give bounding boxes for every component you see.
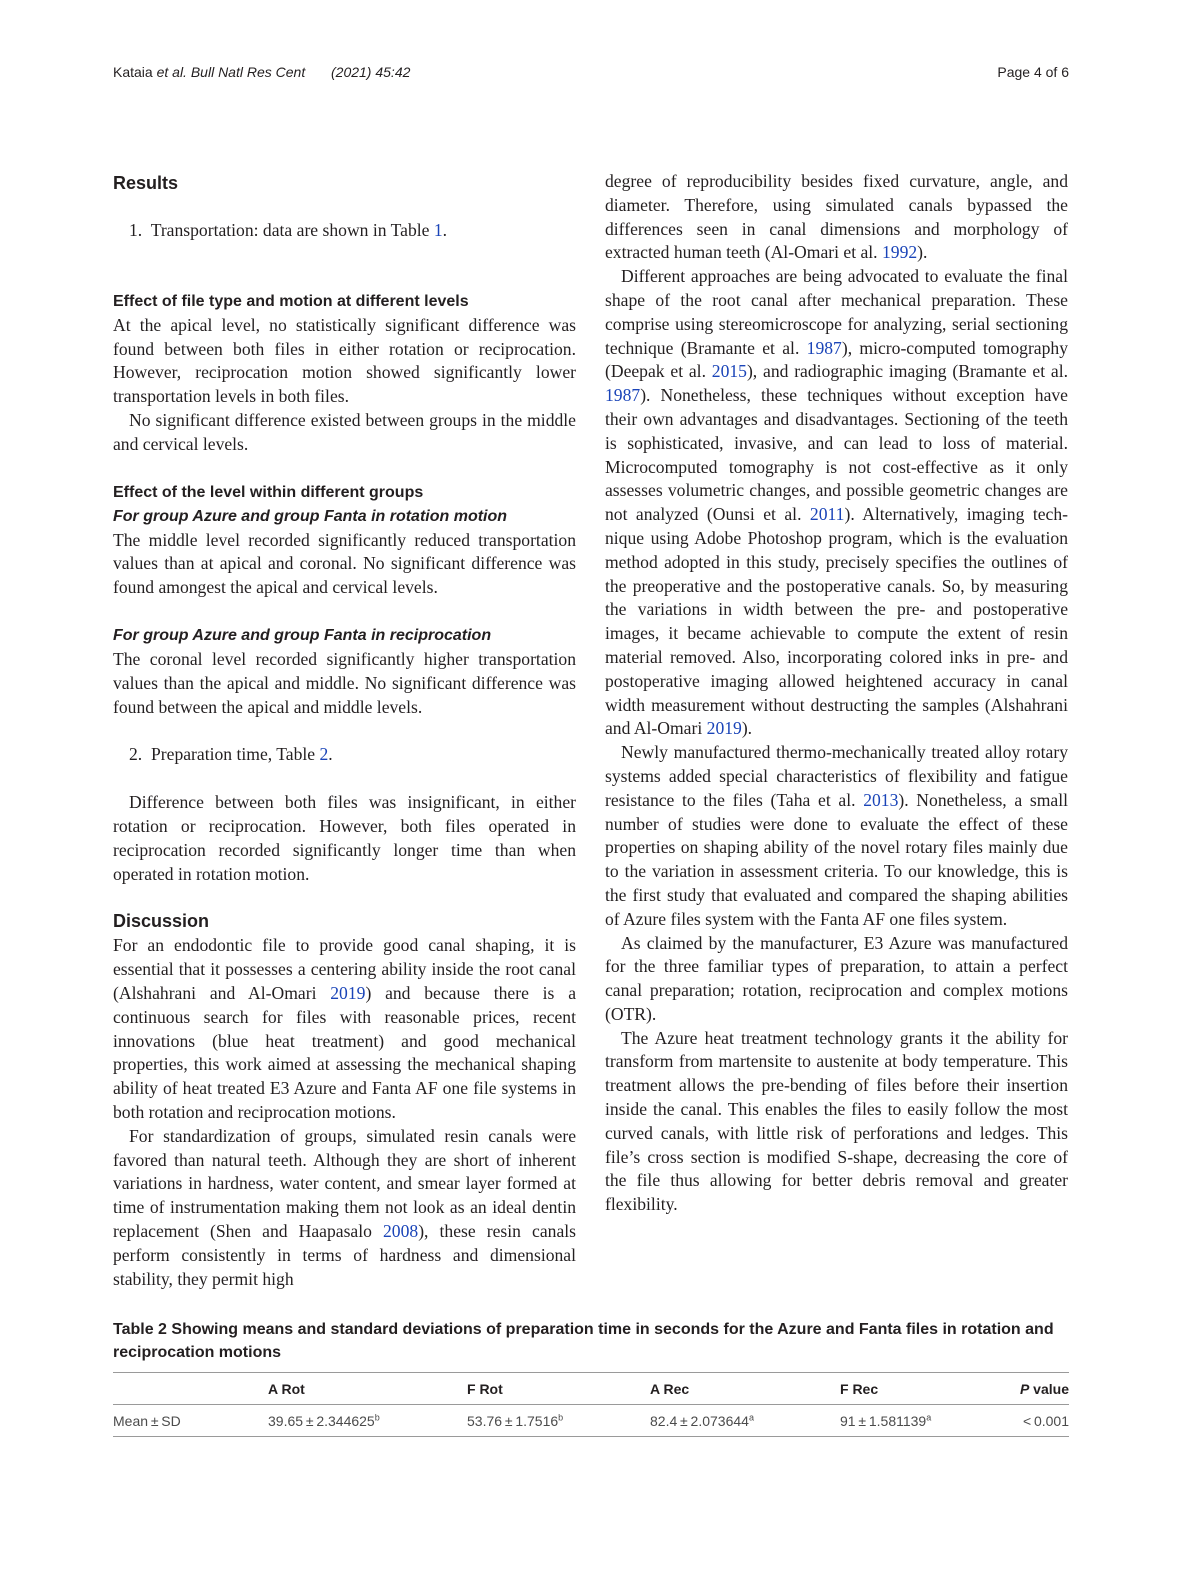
paragraph: Different approaches are being advocated to evaluate the final shape of the root canal after mechanical preparation. These comprise using stereomicroscope for analyzing, serial sectioning technique (Bramante et al. 1987), micro-computed tomography (Deepak et al. 2015), and radiographic imaging (Bramante et al. 1987). Nonetheless, these techniques without exception have their own advantages and disadvantages. Sectioning of the teeth is sophisticated, invasive, and can lead to loss of material. Microcomputed tomography is not cost-effective as it only assesses volumetric changes, and possible geometric changes are not analyzed (Ounsi et al. 2011). Alternatively, imaging technique using Adobe Photoshop program, which is the evaluation method adopted in this study, precisely specifies the outlines of the preoperative and the postoperative canals. So, by measuring the variations in width between the pre- and postoperative images, it became achievable to compute the extent of resin material removed. Also, incorporating colored inks in pre- and postoperative imaging allowed heightened accuracy in canal width measurement without destructing the samples (Alshahrani and Al-Omari 2019). [605, 266, 1069, 739]
paragraph: The coronal level recorded significantly higher transportation values than the apical and middle. No significant difference was found between the apical and middle levels. [113, 648, 576, 717]
citation-link[interactable]: 1987 [605, 385, 641, 406]
running-header [113, 64, 1069, 84]
table-header-cell: A Rec [650, 1380, 690, 1397]
paragraph: For an endodontic file to provide good canal shaping, it is essential that it possesses a centering ability inside the root canal (Alshahrani and Al-Omari 2019) and because there is a continuous search for files with reasonable prices, recent innovations (blue heat treatment) and good mechanical properties, this work aimed at assessing the mechanical shaping ability of heat treated E3 Azure and Fanta AF one file systems in both rotation and reciprocation motions. [113, 935, 576, 1122]
results-item-1: 1. Transportation: data are shown in Table 1. [129, 220, 448, 240]
journal-year: (2021) 45:42 [331, 64, 411, 80]
subsubsection-heading-reciprocation: For group Azure and group Fanta in reciprocation [113, 626, 492, 644]
citation-link[interactable]: 1987 [806, 337, 842, 358]
table-2 [113, 1318, 1069, 1437]
subsection-heading-file-type: Effect of file type and motion at different levels [113, 292, 469, 310]
table-caption: Table 2 Showing means and standard deviations of preparation time in seconds for the Azure and Fanta files in rotation and reciprocation motions [113, 1321, 1054, 1361]
table-header-cell: F Rec [840, 1380, 879, 1397]
right-column [605, 170, 1068, 1217]
citation-link[interactable]: 1992 [881, 242, 918, 263]
table-header-cell-pvalue: P value [1019, 1380, 1069, 1397]
page-number: Page 4 of 6 [997, 64, 1069, 80]
results-heading: Results [113, 173, 179, 193]
table-cell: 82.4 ± 2.073644$^a$ [650, 1411, 754, 1429]
table-cell-pvalue: < 0.001 [1022, 1412, 1069, 1429]
table-header-cell: A Rot [268, 1380, 305, 1397]
citation-link[interactable]: 2019 [706, 718, 742, 739]
table-header-row [113, 1373, 1069, 1405]
table-row [113, 1405, 1069, 1437]
paragraph: For standardization of groups, simulated resin canals were favored than natural teeth. Although they are short of inherent variations in hardness, water content, and smear layer formed at time of instrumentation making them not look as an ideal dentin replacement (Shen and Haapasalo 2008), these resin canals perform consistently in terms of hardness and dimensional stability, they permit high [113, 1125, 576, 1289]
citation-link[interactable]: 2015 [711, 361, 747, 382]
table-cell: 91 ± 1.581139$^a$ [840, 1411, 932, 1429]
subsubsection-heading-rotation: For group Azure and group Fanta in rotation motion [113, 507, 508, 525]
discussion-heading: Discussion [113, 911, 210, 932]
citation-link[interactable]: 2019 [330, 982, 366, 1003]
left-column [113, 170, 576, 1291]
paragraph: As claimed by the manufacturer, E3 Azure was manufactured for the three familiar types of preparation, to attain a perfect canal preparation; rotation, reciprocation and complex motions (OTR). [605, 932, 1068, 1024]
table-cell: 39.65 ± 2.344625$^b$ [268, 1411, 380, 1429]
table-cell: 53.76 ± 1.7516$^b$ [467, 1411, 564, 1429]
paragraph: No significant difference existed between groups in the middle and cervical levels. [113, 409, 576, 454]
paragraph: At the apical level, no statistically significant difference was found between both files in either rotation or reciprocation. However, reciprocation motion showed significantly lower transportation levels in both files. [113, 314, 576, 407]
results-item-2: 2. Preparation time, Table 2. [129, 744, 333, 765]
paragraph: Difference between both files was insignificant, in either rotation or reciprocation. However, both files operated in reciprocation recorded significantly longer time than when operated in rotation motion. [113, 792, 576, 884]
table-row-label: Mean ± SD [113, 1412, 181, 1429]
table-header-cell [113, 1373, 268, 1405]
paragraph: degree of reproducibility besides fixed curvature, angle, and diameter. Therefore, using simulated canals bypassed the differences seen in canal dimensions and morphology of extracted human teeth (Al-Omari et al. 1992). [605, 171, 1068, 263]
citation-link[interactable]: 2013 [863, 789, 899, 810]
table-1-link[interactable]: 1 [433, 220, 443, 240]
table-header-cell: F Rot [467, 1380, 503, 1397]
paragraph: The Azure heat treatment technology grants it the ability for transform from martensite to austenite at body temperature. This treatment allows the pre-bending of files before their insertion inside the canal. This enables the files to easily follow the most curved canals, with little risk of perforations and ledges. This file’s cross section is modified S-shape, decreasing the core of the file thus allowing for better debris removal and greater flexibility. [605, 1027, 1068, 1215]
citation-link[interactable]: 2008 [383, 1220, 419, 1241]
citation-link[interactable]: 2011 [809, 504, 845, 525]
table-2-link[interactable]: 2 [319, 744, 329, 765]
data-table [113, 1372, 1069, 1437]
subsection-heading-level: Effect of the level within different groups [113, 483, 424, 501]
paragraph: The middle level recorded significantly reduced transportation values than at apical and coronal. No significant difference was found amongest the apical and cervical levels. [113, 529, 576, 598]
paragraph: Newly manufactured thermo-mechanically treated alloy rotary systems added special characteristics of flexibility and fatigue resistance to the files (Taha et al. 2013). Nonetheless, a small number of studies were done to evaluate the effect of these properties on shaping ability of the novel rotary files mainly due to the variation in assessment criteria. To our knowledge, this is the first study that evaluated and compared the shaping abilities of Azure files system with the Fanta AF one files system. [605, 742, 1068, 929]
journal-citation: Kataia et al. Bull Natl Res Cent [113, 64, 306, 80]
